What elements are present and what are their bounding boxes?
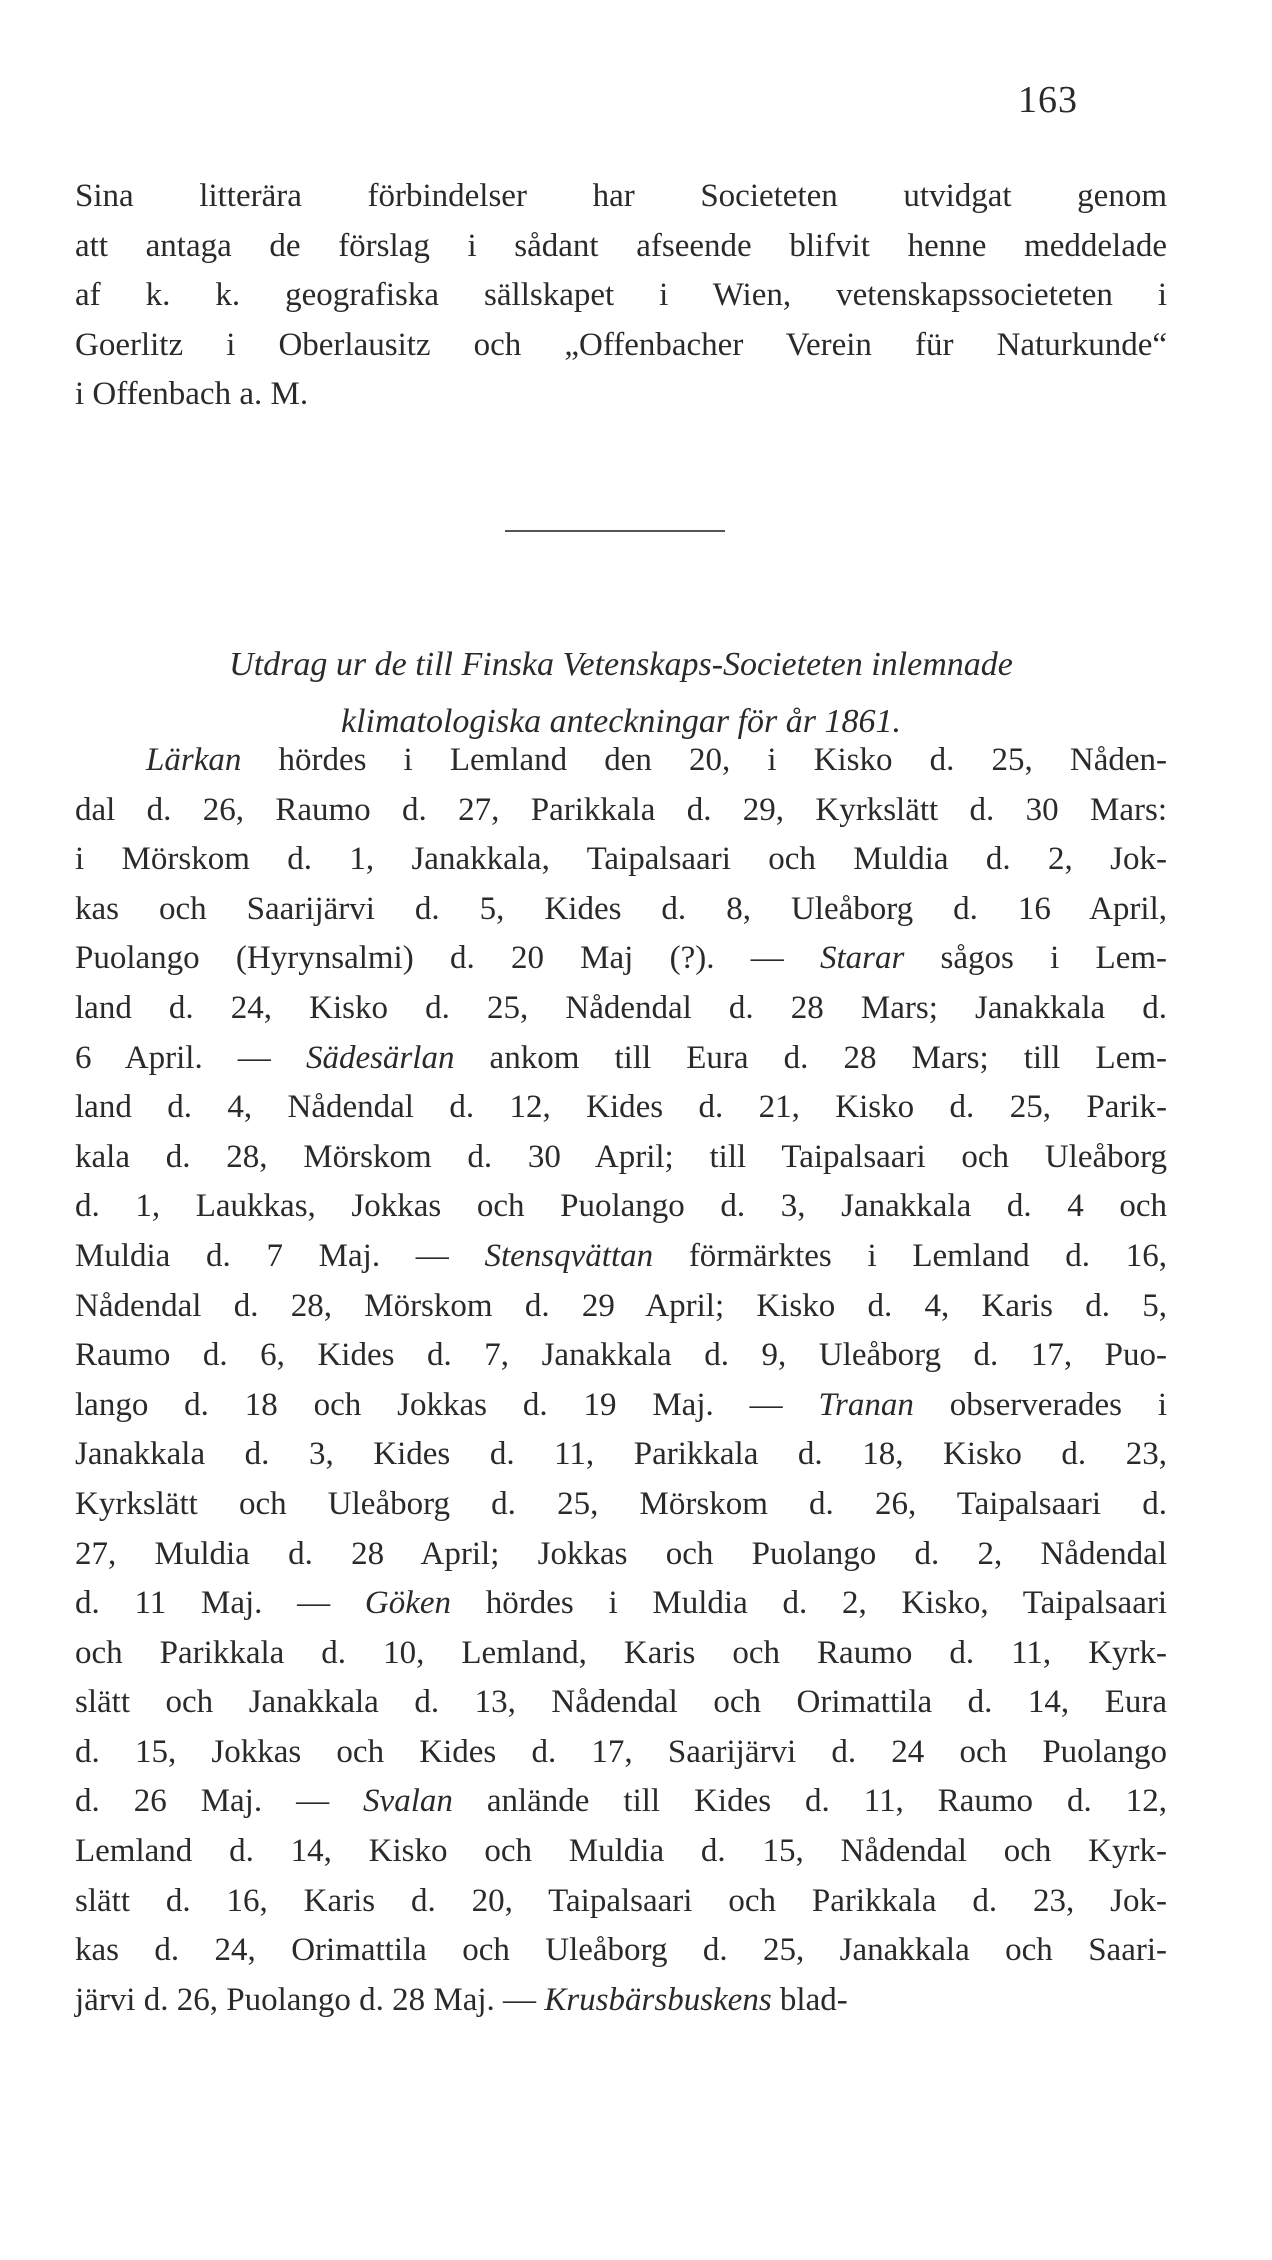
text-run: och Parikkala d. 10, Lemland, Karis och Raumo d. 11, Kyrk- [75,1634,1167,1671]
text-line: Goerlitz i Oberlausitz och „Offenbacher Verein für Naturkunde“ [75,326,1167,363]
text-run: land d. 24, Kisko d. 25, Nådendal d. 28 Mars; Janakkala d. [75,989,1167,1026]
intro-paragraph [75,172,1167,420]
text-line: i Offenbach a. M. [75,376,309,413]
text-line [75,1282,1167,1332]
text-run: anlände till Kides d. 11, Raumo d. 12, [452,1783,1167,1820]
text-run: slätt d. 16, Karis d. 20, Taipalsaari och Parikkala d. 23, Jok- [75,1882,1167,1919]
text-run: d. 15, Jokkas och Kides d. 17, Saarijärvi d. 24 och Puolango [75,1733,1167,1770]
text-run: ankom till Eura d. 28 Mars; till Lem- [454,1039,1167,1076]
text-line [75,835,1167,885]
text-run: Kyrkslätt och Uleåborg d. 25, Mörskom d. 26, Taipalsaari d. [75,1485,1167,1522]
species-name: Göken [364,1585,452,1622]
text-line [75,736,1167,786]
text-run: 6 April. — [75,1039,306,1076]
species-name: Krusbärsbuskens [544,1981,772,2018]
text-line [75,1728,1167,1778]
text-run: kala d. 28, Mörskom d. 30 April; till Taipalsaari och Uleåborg [75,1138,1167,1175]
heading-line: klimatologiska anteckningar för år 1861. [340,703,901,740]
section-divider [505,530,725,532]
species-name: Stensqvättan [484,1237,654,1274]
body-paragraph [75,736,1167,2025]
text-run: järvi d. 26, Puolango d. 28 Maj. — [75,1981,545,2018]
text-line [75,1331,1167,1381]
text-run: kas d. 24, Orimattila och Uleåborg d. 25, Janakkala och Saari- [75,1932,1167,1969]
text-line [75,885,1167,935]
text-line [75,1530,1167,1580]
text-line [75,1083,1167,1133]
text-line [75,1133,1167,1183]
text-run: d. 11 Maj. — [75,1585,365,1622]
text-line [75,1182,1167,1232]
species-name: Starar [819,940,905,977]
text-line [75,1976,1167,2026]
section-heading [75,636,1167,750]
text-run: land d. 4, Nådendal d. 12, Kides d. 21, Kisko d. 25, Parik- [75,1089,1167,1126]
text-run: kas och Saarijärvi d. 5, Kides d. 8, Uleåborg d. 16 April, [75,890,1167,927]
text-line [75,1877,1167,1927]
text-run: Janakkala d. 3, Kides d. 11, Parikkala d. 18, Kisko d. 23, [75,1436,1167,1473]
species-name: Tranan [818,1386,914,1423]
text-line [75,1629,1167,1679]
text-run: hördes i Muldia d. 2, Kisko, Taipalsaari [451,1585,1167,1622]
species-name: Sädesärlan [305,1039,455,1076]
text-run: blad- [771,1981,848,2018]
text-run: i Mörskom d. 1, Janakkala, Taipalsaari och Muldia d. 2, Jok- [75,841,1167,878]
text-line: Sina litterära förbindelser har Societeten utvidgat genom [75,178,1167,214]
text-line [75,1232,1167,1282]
text-run: 27, Muldia d. 28 April; Jokkas och Puolango d. 2, Nådendal [75,1535,1167,1572]
text-run: d. 26 Maj. — [75,1783,364,1820]
text-run: slätt och Janakkala d. 13, Nådendal och Orimattila d. 14, Eura [75,1684,1167,1721]
text-line: att antaga de förslag i sådant afseende blifvit henne meddelade [75,227,1167,264]
text-line [75,984,1167,1034]
text-run: Raumo d. 6, Kides d. 7, Janakkala d. 9, Uleåborg d. 17, Puo- [75,1337,1167,1374]
text-line [75,1678,1167,1728]
species-name: Lärkan [146,742,242,778]
text-run: Muldia d. 7 Maj. — [75,1237,485,1274]
text-run: förmärktes i Lemland d. 16, [653,1237,1167,1274]
text-line [75,786,1167,836]
text-line: af k. k. geografiska sällskapet i Wien, vetenskapssocieteten i [75,277,1167,314]
text-run: dal d. 26, Raumo d. 27, Parikkala d. 29, Kyrkslätt d. 30 Mars: [75,791,1167,828]
text-run: Nådendal d. 28, Mörskom d. 29 April; Kisko d. 4, Karis d. 5, [75,1287,1167,1324]
heading-line: Utdrag ur de till Finska Vetenskaps-Societeten inlemnade [229,646,1013,683]
text-line [75,1480,1167,1530]
text-run: Lemland d. 14, Kisko och Muldia d. 15, Nådendal och Kyrk- [75,1833,1167,1870]
species-name: Svalan [363,1783,453,1820]
text-line [75,934,1167,984]
page-number: 163 [1018,79,1078,121]
text-run: hördes i Lemland den 20, i Kisko d. 25, Nåden- [241,742,1167,778]
text-run: lango d. 18 och Jokkas d. 19 Maj. — [75,1386,819,1423]
text-line [75,1579,1167,1629]
text-run: observerades i [913,1386,1168,1423]
text-line [75,1777,1167,1827]
text-line [75,1430,1167,1480]
text-line [75,1034,1167,1084]
text-run: sågos i Lem- [904,940,1168,977]
text-line [75,1381,1167,1431]
text-line [75,1827,1167,1877]
text-line [75,1926,1167,1976]
text-run: d. 1, Laukkas, Jokkas och Puolango d. 3, Janakkala d. 4 och [75,1188,1167,1225]
text-run: Puolango (Hyrynsalmi) d. 20 Maj (?). — [75,940,820,977]
